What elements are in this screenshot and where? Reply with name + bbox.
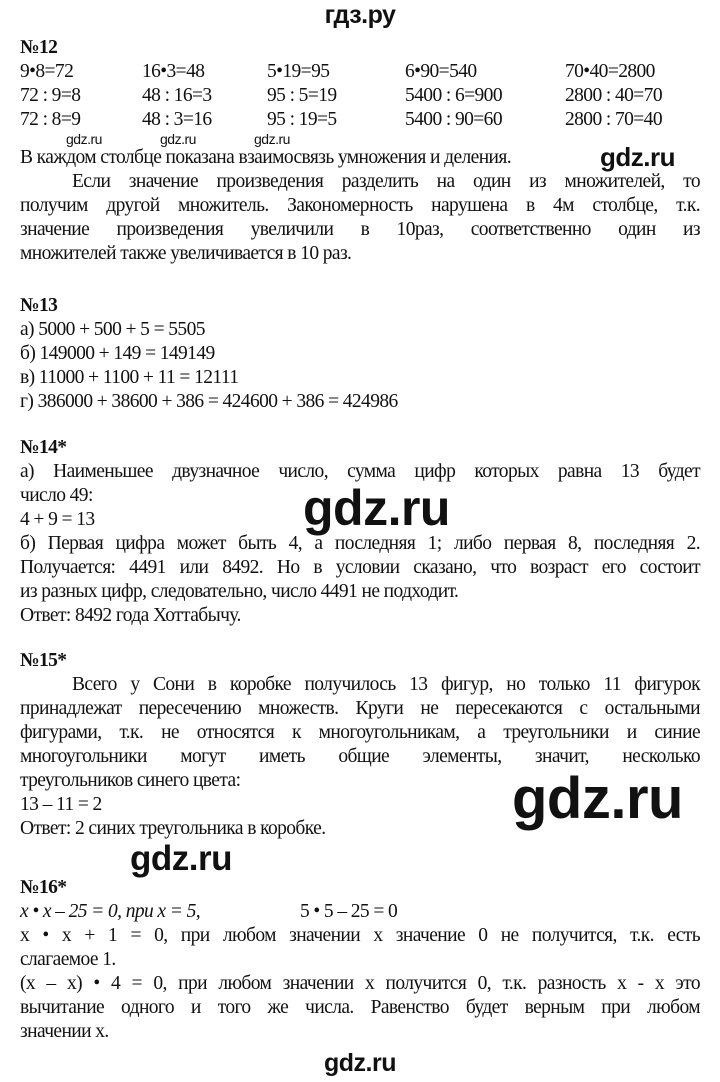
text-line: б) Первая цифра может быть 4, а последняя 1; либо первая 8, последняя 2.: [20, 533, 700, 554]
text-line: в) 11000 + 1100 + 11 = 12111: [20, 367, 239, 388]
table-cell: 48 : 16=3: [142, 85, 212, 106]
table-cell: 72 : 8=9: [20, 109, 81, 130]
text-line: из разных цифр, следовательно, число 4491 не подходит.: [20, 581, 459, 602]
text-line: треугольников синего цвета:: [20, 770, 241, 791]
table-cell: 16•3=48: [142, 61, 205, 82]
text-line: вычитание одного и того же числа. Равенство будет верным при любом: [20, 997, 700, 1018]
text-line: г) 386000 + 38600 + 386 = 424600 + 386 = 424986: [20, 391, 398, 412]
text-line: В каждом столбце показана взаимосвязь умножения и деления.: [20, 147, 512, 168]
task-title: №15*: [20, 650, 67, 671]
text-line: x • x – 25 = 0, при x = 5,: [20, 901, 201, 922]
header-title: гдз.ру: [324, 1, 396, 29]
table-cell: 95 : 5=19: [267, 85, 337, 106]
table-cell: 2800 : 70=40: [565, 109, 662, 130]
table-cell: 5400 : 6=900: [405, 85, 502, 106]
table-cell: 72 : 9=8: [20, 85, 81, 106]
text-line: множителей также увеличивается в 10 раз.: [20, 243, 352, 264]
table-cell: 5•19=95: [267, 61, 330, 82]
task-16: [20, 876, 700, 1044]
table-cell: 48 : 3=16: [142, 109, 212, 130]
text-line: получим другой множитель. Закономерность нарушена в 4м столбце, т.к.: [20, 195, 700, 216]
task-title: №12: [20, 37, 58, 58]
text-line: 4 + 9 = 13: [20, 509, 95, 530]
text-line: 5 • 5 – 25 = 0: [300, 901, 398, 922]
text-line: (x – x) • 4 = 0, при любом значении x получится 0, т.к. разность x - x это: [20, 973, 700, 994]
table-cell: 6•90=540: [405, 61, 477, 82]
text-line: а) 5000 + 500 + 5 = 5505: [20, 319, 205, 340]
table-row: [20, 84, 700, 108]
task-title: №16*: [20, 877, 67, 898]
watermark: gdz.ru: [512, 766, 683, 831]
table-cell: 5400 : 90=60: [405, 109, 502, 130]
text-line: Получается: 4491 или 8492. Но в условии сказано, что возраст его состоит: [20, 557, 700, 578]
text-line: слагаемое 1.: [20, 949, 116, 970]
watermark: gdz.ru: [160, 131, 196, 147]
text-line: значение произведения увеличили в 10раз, соответственно один из: [20, 219, 700, 240]
task-title: №13: [20, 295, 58, 316]
text-line: Ответ: 8492 года Хоттабычу.: [20, 605, 241, 626]
text-line: число 49:: [20, 485, 93, 506]
table-cell: 2800 : 40=70: [565, 85, 662, 106]
equation-table: [20, 60, 700, 132]
text-line: Всего у Сони в коробке получилось 13 фигур, но только 11 фигурок: [72, 674, 700, 695]
text-line: x • x + 1 = 0, при любом значении x значение 0 не получится, т.к. есть: [20, 925, 700, 946]
text-line: фигурами, т.к. не относятся к многоугольникам, а треугольники и синие: [20, 722, 700, 743]
watermark: gdz.ru: [600, 142, 675, 172]
text-line: Если значение произведения разделить на один из множителей, то: [72, 171, 700, 192]
table-row: [20, 108, 700, 132]
table-cell: 70•40=2800: [565, 61, 655, 82]
watermark: gdz.ru: [66, 131, 102, 147]
table-cell: 95 : 19=5: [267, 109, 337, 130]
text-line: значении x.: [20, 1021, 109, 1042]
text-line: многоугольники могут иметь общие элементы, значит, несколько: [20, 746, 700, 767]
watermark: gdz.ru: [130, 839, 232, 878]
task-13: [20, 294, 700, 414]
text-line: принадлежат пересечению множеств. Круги не пересекаются с остальными: [20, 698, 700, 719]
text-line: а) Наименьшее двузначное число, сумма цифр которых равна 13 будет: [20, 461, 700, 482]
table-row: [20, 60, 700, 84]
watermark: gdz.ru: [254, 131, 290, 147]
text-line: б) 149000 + 149 = 149149: [20, 343, 215, 364]
text-line: Ответ: 2 синих треугольника в коробке.: [20, 818, 326, 839]
text-line: 13 – 11 = 2: [20, 794, 102, 815]
watermark: gdz.ru: [303, 480, 450, 536]
task-12: [20, 36, 700, 266]
task-title: №14*: [20, 437, 67, 458]
table-cell: 9•8=72: [20, 61, 74, 82]
footer-watermark: gdz.ru: [324, 1049, 396, 1077]
